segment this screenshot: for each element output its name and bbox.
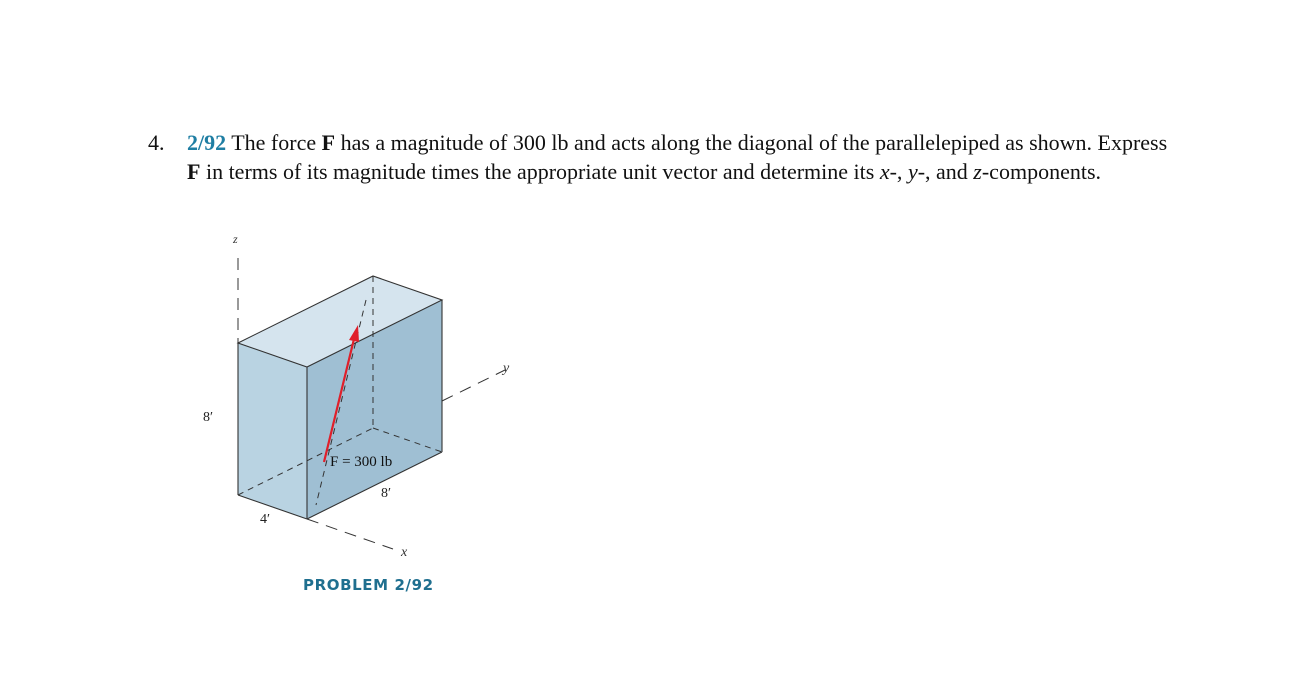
z-axis-label: z (233, 232, 238, 246)
text-part-4: -components. (981, 159, 1102, 184)
problem-id: 2/92 (187, 130, 227, 155)
text-part-3: in terms of its magnitude times the appropriate unit vector and determine its (200, 159, 880, 184)
force-label: F = 300 lb (330, 454, 393, 470)
height-dimension: 8′ (203, 410, 214, 425)
y-axis-label: y (503, 361, 510, 376)
width-dimension: 8′ (381, 486, 392, 501)
y-axis (442, 370, 505, 401)
depth-dimension: 4′ (260, 512, 271, 527)
z-variable: z (973, 159, 982, 184)
problem-number: 4. (148, 130, 165, 155)
separator-2: -, and (917, 159, 974, 184)
text-part-2: has a magnitude of 300 lb and acts along the diagonal of the parallelepiped as shown. Express (335, 130, 1168, 155)
front-face (238, 343, 307, 519)
x-axis-label: x (401, 545, 408, 560)
separator-1: -, (889, 159, 908, 184)
text-part-1: The force (226, 130, 322, 155)
x-variable: x (879, 159, 890, 184)
force-symbol: F (321, 130, 336, 155)
x-axis (307, 519, 393, 549)
figure-caption: PROBLEM 2/92 (303, 576, 434, 594)
y-variable: y (907, 159, 918, 184)
force-symbol-2: F (187, 159, 201, 184)
